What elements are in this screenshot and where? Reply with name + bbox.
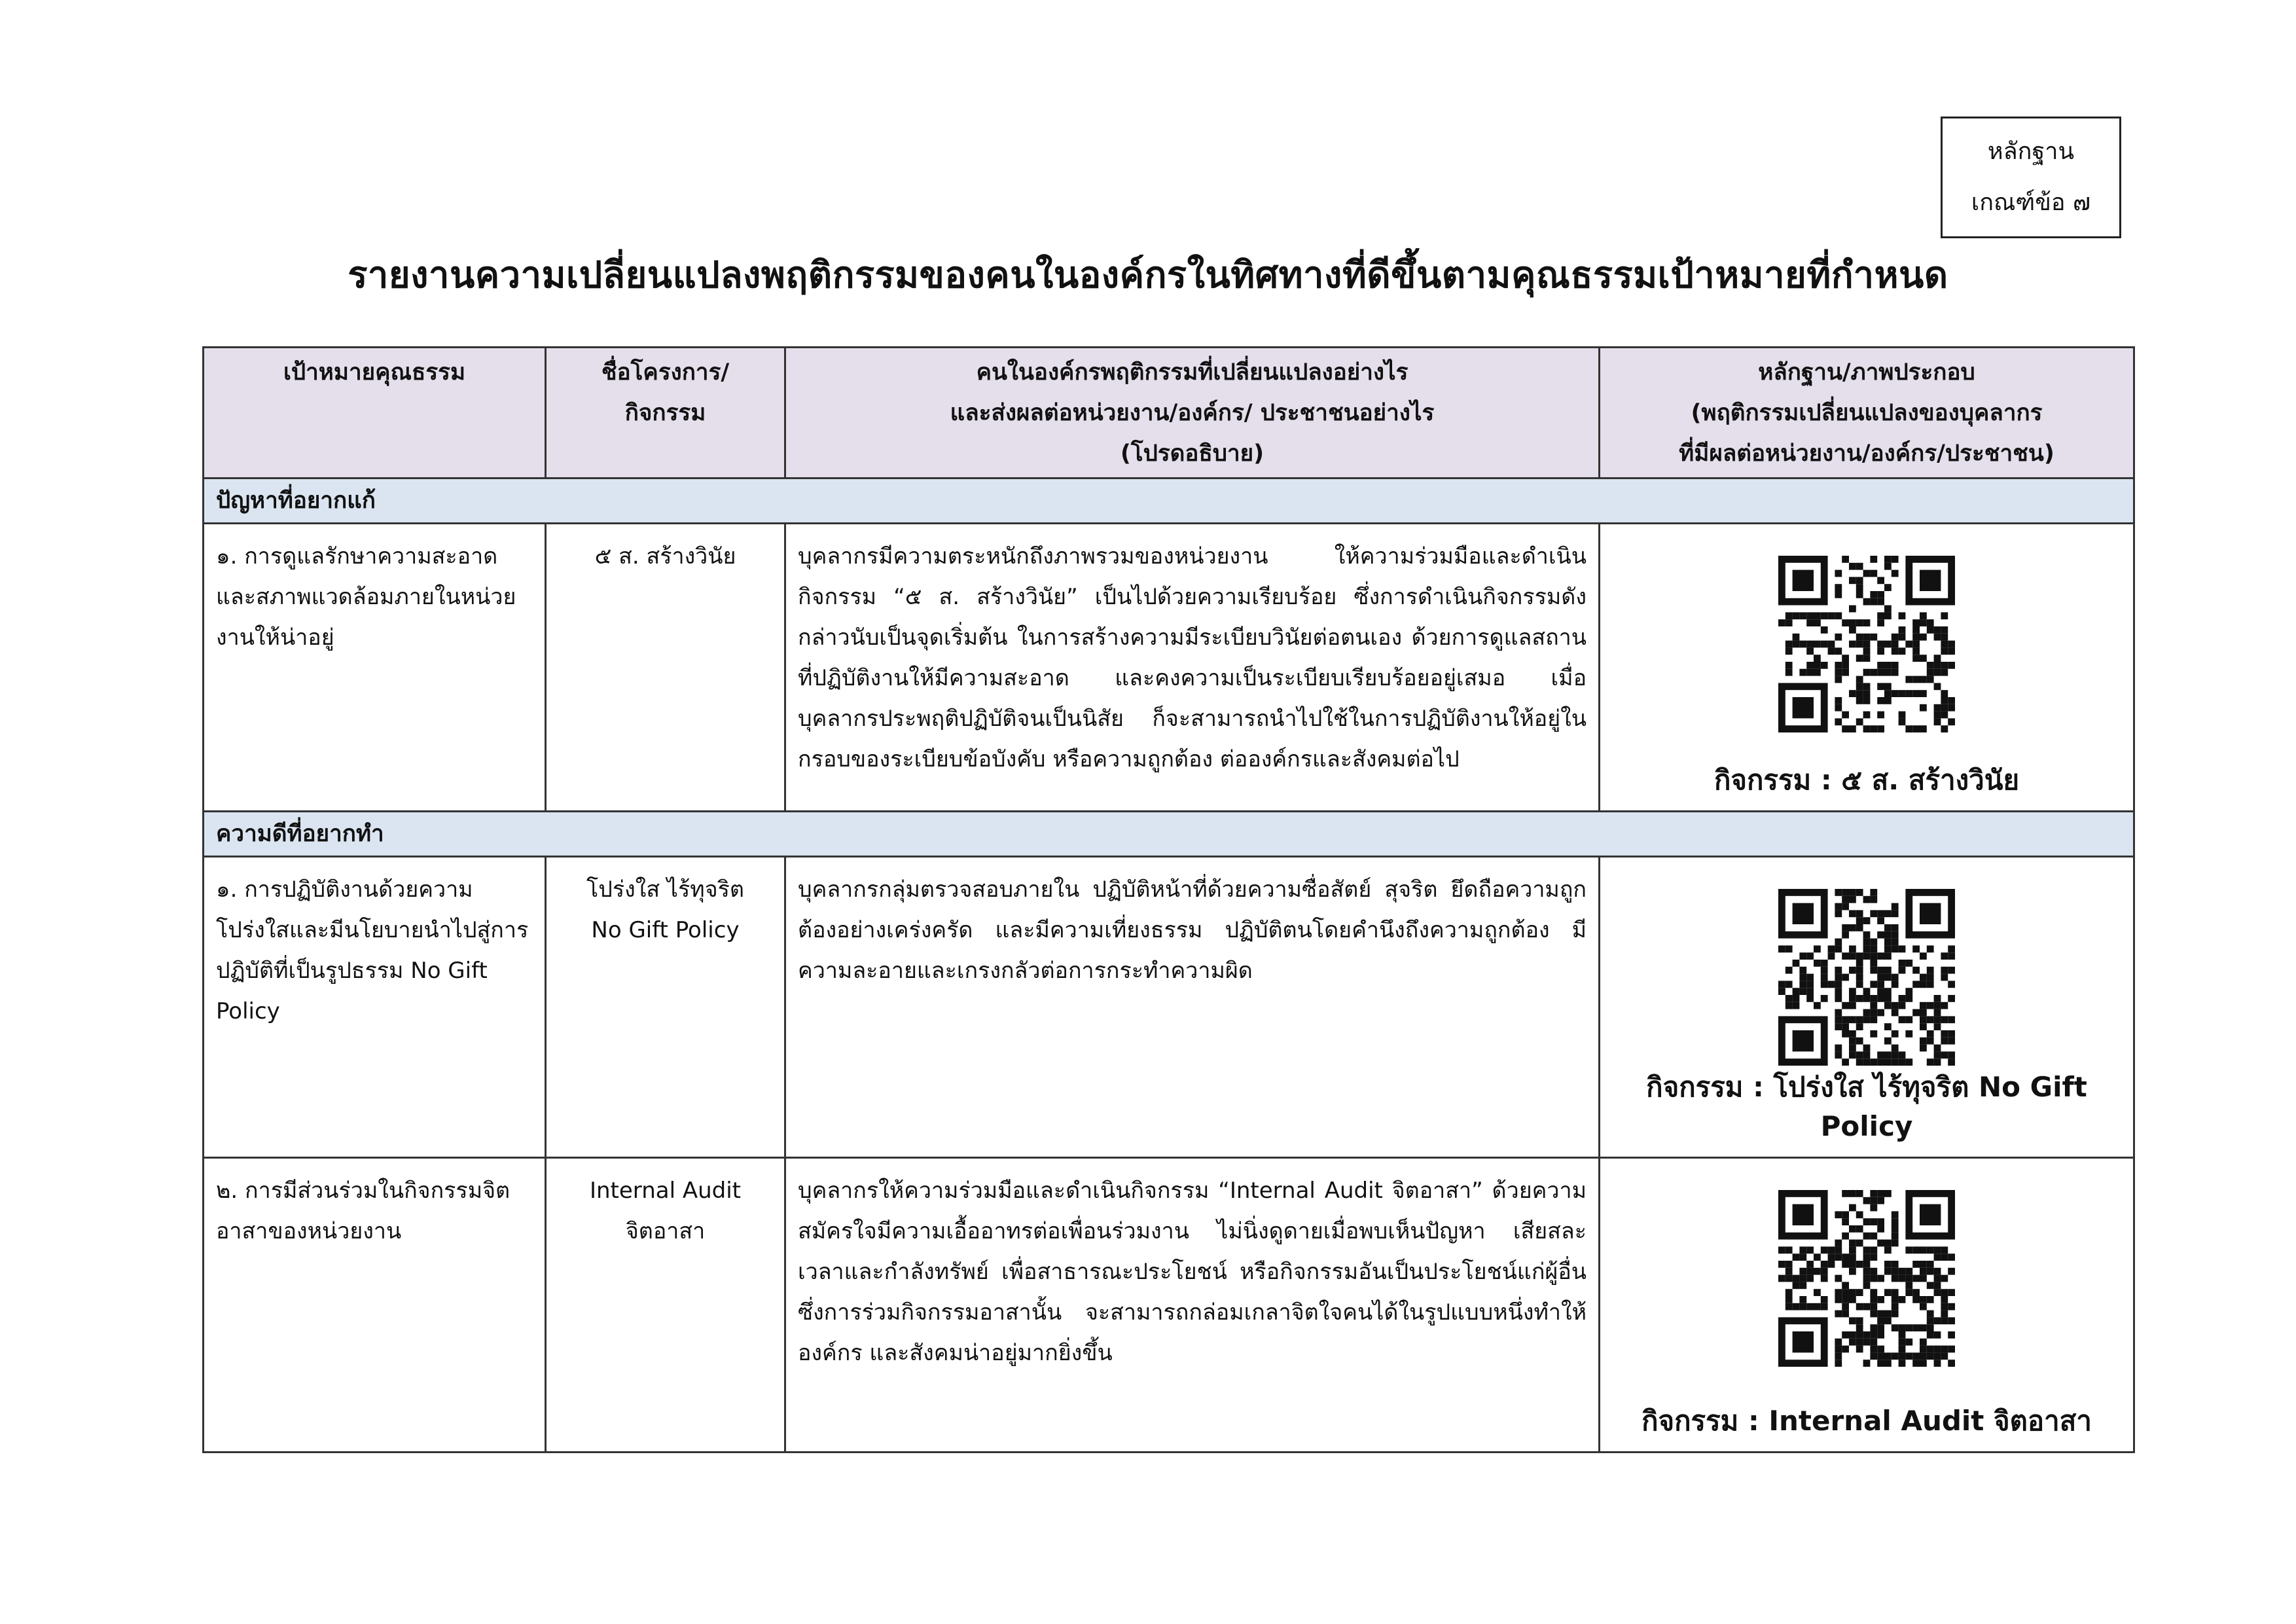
section-row-good-deeds <box>204 812 2134 857</box>
section-row-problem <box>204 478 2134 524</box>
project-name-line1: ๕ ส. สร้างวินัย <box>594 543 736 569</box>
evidence-cell <box>1600 1158 2134 1453</box>
qr-code-icon[interactable] <box>1778 1190 1955 1367</box>
header-project-line2: กิจกรรม <box>624 400 706 426</box>
table-row <box>204 1158 2134 1453</box>
table-header-row <box>204 348 2134 478</box>
table-row <box>204 524 2134 812</box>
report-table <box>202 346 2135 1453</box>
header-goal <box>204 348 546 478</box>
project-cell <box>546 1158 785 1453</box>
header-project-line1: ชื่อโครงการ/ <box>601 359 730 386</box>
project-name-line2: No Gift Policy <box>591 917 740 943</box>
header-behavior-change <box>785 348 1600 478</box>
header-evidence-line2: (พฤติกรรมเปลี่ยนแปลงของบุคลากร <box>1691 400 2043 426</box>
header-behavior-line3: (โปรดอธิบาย) <box>1120 441 1265 467</box>
description-cell: บุคลากรกลุ่มตรวจสอบภายใน ปฏิบัติหน้าที่ด้วยความซื่อสัตย์ สุจริต ยึดถือความถูกต้องอย่างเคร่งครัด และมีความเที่ยงธรรม ปฏิบัติตนโดยคำนึงถึงความถูกต้อง มีความละอายและเกรงกลัวต่อการกระทำความผิด <box>785 857 1600 1158</box>
evidence-criteria-box <box>1941 117 2121 238</box>
project-name-line1: Internal Audit <box>589 1178 741 1204</box>
evidence-cell <box>1600 524 2134 812</box>
header-evidence <box>1600 348 2134 478</box>
evidence-caption: กิจกรรม : โปร่งใส ไร้ทุจริต No Gift Policy <box>1646 1071 2087 1142</box>
section-title: ปัญหาที่อยากแก้ <box>204 478 2134 524</box>
description-cell: บุคลากรมีความตระหนักถึงภาพรวมของหน่วยงาน ให้ความร่วมมือและดำเนินกิจกรรม “๕ ส. สร้างวินัย” เป็นไปด้วยความเรียบร้อย ซึ่งการดำเนินกิจกรรมดังกล่าวนับเป็นจุดเริ่มต้น ในการสร้างความมีระเบียบวินัยต่อตนเอง ด้วยการดูแลสถานที่ปฏิบัติงานให้มีความสะอาด และคงความเป็นระเบียบเรียบร้อยอยู่เสมอ เมื่อบุคลากรประพฤติปฏิบัติจนเป็นนิสัย ก็จะสามารถนำไปใช้ในการปฏิบัติงานให้อยู่ในกรอบของระเบียบข้อบังคับ หรือความถูกต้อง ต่อองค์กรและสังคมต่อไป <box>785 524 1600 812</box>
header-project <box>546 348 785 478</box>
header-goal-label: เป้าหมายคุณธรรม <box>283 359 466 386</box>
evidence-cell <box>1600 857 2134 1158</box>
header-behavior-line2: และส่งผลต่อหน่วยงาน/องค์กร/ ประชาชนอย่างไร <box>950 400 1435 426</box>
goal-cell: ๑. การดูแลรักษาความสะอาดและสภาพแวดล้อมภายในหน่วยงานให้น่าอยู่ <box>204 524 546 812</box>
project-cell <box>546 524 785 812</box>
goal-cell: ๑. การปฏิบัติงานด้วยความโปร่งใสและมีนโยบายนำไปสู่การปฏิบัติที่เป็นรูปธรรม No Gift Policy <box>204 857 546 1158</box>
project-name-line2: จิตอาสา <box>625 1218 706 1244</box>
evidence-box-line1: หลักฐาน <box>1987 138 2075 165</box>
goal-cell: ๒. การมีส่วนร่วมในกิจกรรมจิตอาสาของหน่วยงาน <box>204 1158 546 1453</box>
header-behavior-line1: คนในองค์กรพฤติกรรมที่เปลี่ยนแปลงอย่างไร <box>976 359 1408 386</box>
evidence-caption: กิจกรรม : Internal Audit จิตอาสา <box>1641 1405 2092 1437</box>
qr-code-icon[interactable] <box>1778 889 1955 1066</box>
section-title: ความดีที่อยากทำ <box>204 812 2134 857</box>
header-evidence-line1: หลักฐาน/ภาพประกอบ <box>1758 359 1975 386</box>
evidence-box-line2: เกณฑ์ข้อ ๗ <box>1971 189 2091 216</box>
header-evidence-line3: ที่มีผลต่อหน่วยงาน/องค์กร/ประชาชน) <box>1679 441 2054 467</box>
evidence-caption: กิจกรรม : ๕ ส. สร้างวินัย <box>1713 764 2020 796</box>
page-title: รายงานความเปลี่ยนแปลงพฤติกรรมของคนในองค์กรในทิศทางที่ดีขึ้นตามคุณธรรมเป้าหมายที่กำหนด <box>348 254 1948 297</box>
project-cell <box>546 857 785 1158</box>
project-name-line1: โปร่งใส ไร้ทุจริต <box>586 876 744 903</box>
table-row <box>204 857 2134 1158</box>
qr-code-icon[interactable] <box>1778 556 1955 732</box>
description-cell: บุคลากรให้ความร่วมมือและดำเนินกิจกรรม “Internal Audit จิตอาสา” ด้วยความสมัครใจมีความเอื้ออาทรต่อเพื่อนร่วมงาน ไม่นิ่งดูดายเมื่อพบเห็นปัญหา เสียสละเวลาและกำลังทรัพย์ เพื่อสาธารณะประโยชน์ หรือกิจกรรมอันเป็นประโยชน์แก่ผู้อื่นซึ่งการร่วมกิจกรรมอาสานั้น จะสามารถกล่อมเกลาจิตใจคนได้ในรูปแบบหนึ่งทำให้องค์กร และสังคมน่าอยู่มากยิ่งขึ้น <box>785 1158 1600 1453</box>
